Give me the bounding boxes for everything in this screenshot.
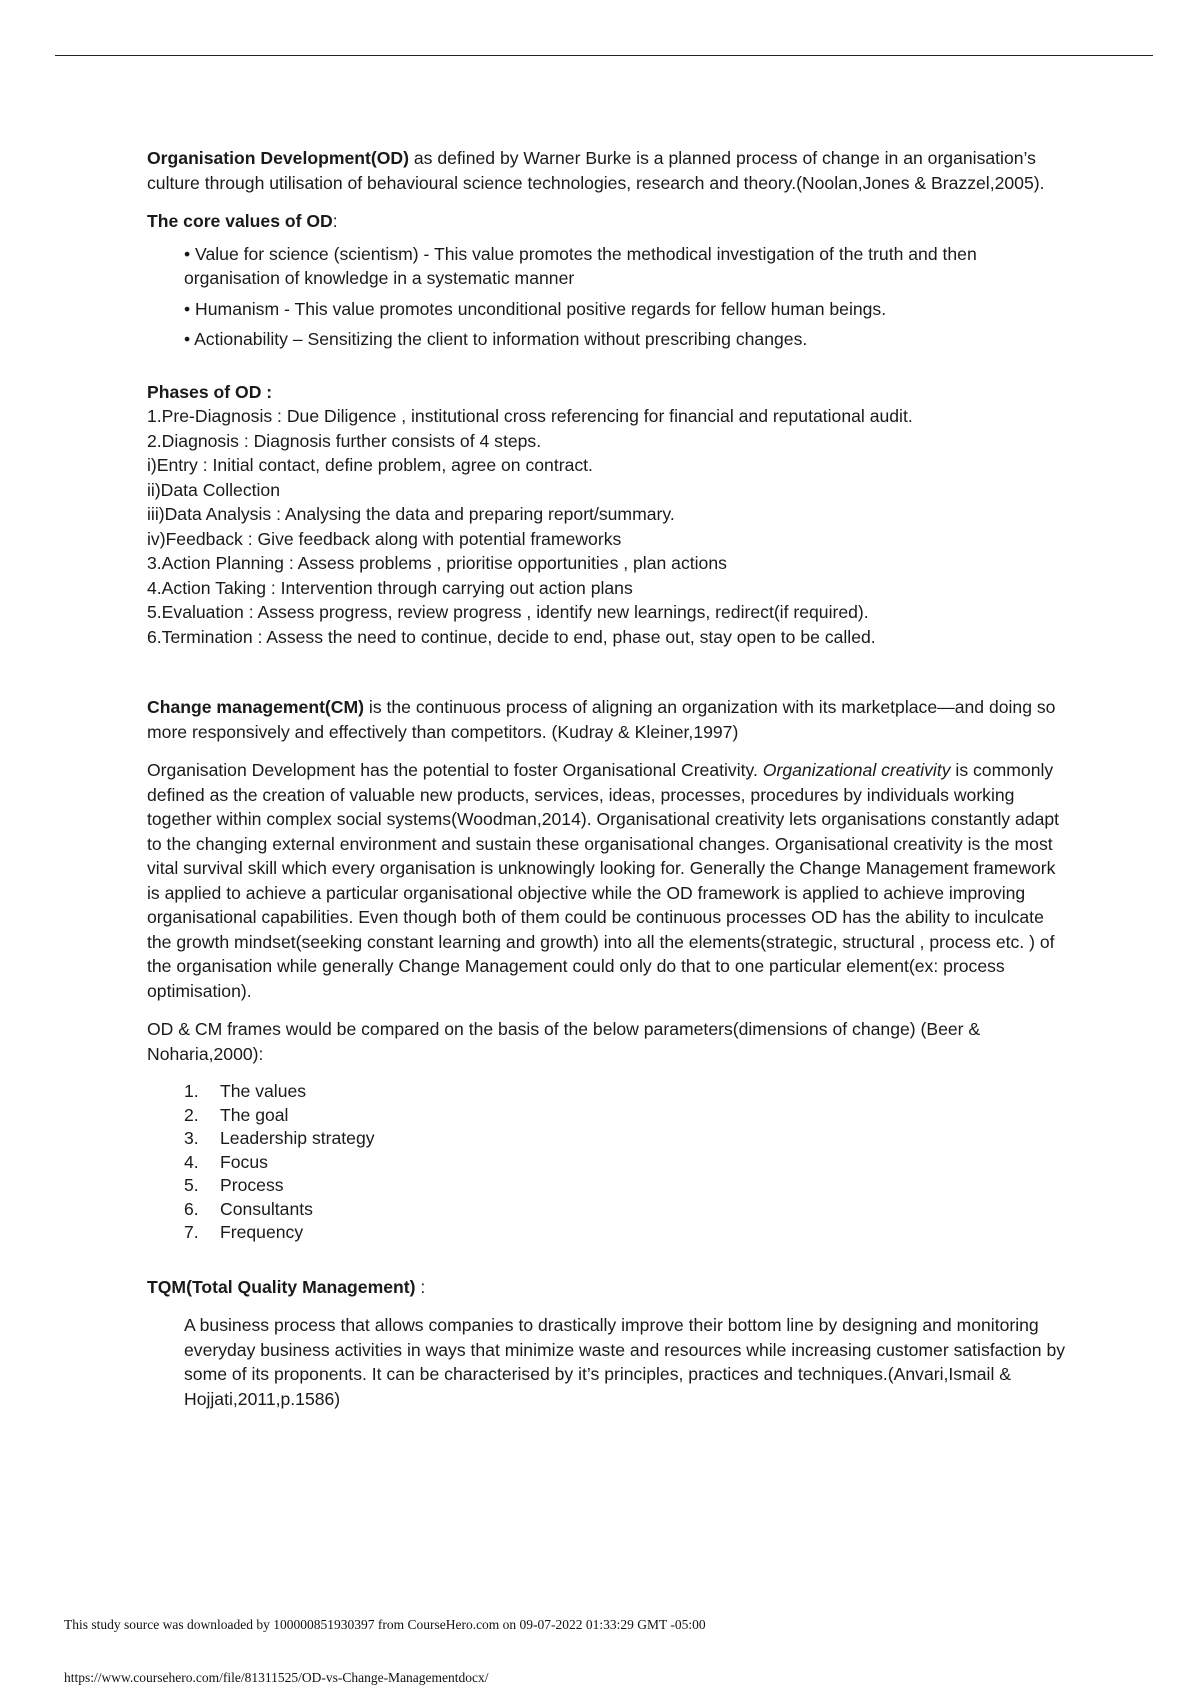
parameters-list [184,1080,1067,1245]
top-rule [55,55,1153,56]
list-number: 5. [184,1175,199,1195]
core-value-item: • Value for science (scientism) - This value promotes the methodical investigation of the truth and then organisation of knowledge in a systematic manner [184,243,977,288]
list-label: Frequency [220,1222,304,1242]
list-item [184,1104,1067,1128]
list-item [184,1174,1067,1198]
list-label: The goal [220,1104,289,1125]
cm-definition-text: is the continuous process of aligning an organization with its marketplace—and doing so more responsively and effectively than competitors. (Kudray & Kleiner,1997) [147,697,1056,742]
list-label: Process [220,1175,284,1195]
core-values-list [147,242,1067,352]
phases-list [147,404,1067,649]
core-value-item: • Humanism - This value promotes unconditional positive regards for fellow human beings. [184,298,887,319]
list-number: 2. [184,1104,199,1125]
phase-line: 3.Action Planning : Assess problems , prioritise opportunities , plan actions [147,553,727,573]
list-label: Consultants [220,1198,313,1219]
core-value-item: • Actionability – Sensitizing the client to information without prescribing changes. [184,329,808,349]
creativity-paragraph [147,758,1067,1003]
od-term: Organisation Development(OD) [147,148,409,168]
phase-line: iv)Feedback : Give feedback along with potential frameworks [147,528,622,549]
list-number: 4. [184,1151,199,1172]
phases-title: Phases of OD : [147,381,273,402]
list-number: 1. [184,1081,199,1101]
tqm-title: TQM(Total Quality Management) [147,1276,416,1297]
footer-source-note: This study source was downloaded by 100000851930397 from CourseHero.com on 09-07-2022 01:33:29 GMT -05:00 [64,1617,706,1632]
od-definition-text: as defined by Warner Burke is a planned process of change in an organisation’s culture through utilisation of behavioural science technologies, research and theory.(Noolan,Jones & Brazzel,2005). [147,148,1045,193]
tqm-definition: A business process that allows companies to drastically improve their bottom line by designing and monitoring everyday business activities in ways that minimize waste and resources while increasing customer satisfaction by some of its proponents. It can be characterised by it’s principles, practices and techniques.(Anvari,Ismail & Hojjati,2011,p.1586) [184,1315,1066,1409]
phase-line: 4.Action Taking : Intervention through carrying out action plans [147,577,633,598]
phase-line: iii)Data Analysis : Analysing the data and preparing report/summary. [147,504,675,524]
tqm-heading [147,1275,1067,1300]
cm-term: Change management(CM) [147,697,365,717]
tqm-colon: : [415,1276,426,1297]
od-definition [147,146,1067,195]
phase-line: ii)Data Collection [147,479,280,500]
core-values-colon: : [332,211,338,231]
core-values-title: The core values of OD [147,211,333,231]
footer-url-link[interactable]: https://www.coursehero.com/file/81311525/OD-vs-Change-Managementdocx/ [64,1670,489,1685]
list-item [184,1221,1067,1245]
core-values-heading [147,209,1067,234]
creativity-text-1: Organisation Development has the potential to foster Organisational Creativity. [147,760,763,780]
phase-line: 5.Evaluation : Assess progress, review progress , identify new learnings, redirect(if required). [147,602,869,622]
cm-definition [147,695,1067,744]
creativity-text-2: is commonly defined as the creation of valuable new products, services, ideas, processes, procedures by individuals working together within complex social systems(Woodman,2014). Organisational creativity lets organisations constantly adapt to the changing external environment and sustain these organisational changes. Organisational creativity is the most vital survival skill which every organisation is unknowingly looking for. Generally the Change Management framework is applied to achieve a particular organisational objective while the OD framework is applied to achieve improving organisational capabilities. Even though both of them could be continuous processes OD has the ability to inculcate the growth mindset(seeking constant learning and growth) into all the elements(strategic, structural , process etc. ) of the organisation while generally Change Management could only do that to one particular element(ex: process optimisation). [147,760,1060,1001]
phase-line: i)Entry : Initial contact, define problem, agree on contract. [147,455,593,475]
list-label: Leadership strategy [220,1128,375,1148]
list-number: 3. [184,1128,199,1148]
list-number: 7. [184,1222,199,1242]
list-item [184,1198,1067,1222]
phase-line: 2.Diagnosis : Diagnosis further consists of 4 steps. [147,430,542,451]
compare-intro: OD & CM frames would be compared on the basis of the below parameters(dimensions of change) (Beer & Noharia,2000): [147,1019,981,1064]
list-label: Focus [220,1151,268,1172]
list-label: The values [220,1081,307,1101]
phase-line: 1.Pre-Diagnosis : Due Diligence , institutional cross referencing for financial and reputational audit. [147,406,913,426]
list-number: 6. [184,1198,199,1219]
list-item [184,1151,1067,1175]
list-item [184,1080,1067,1104]
list-item [184,1127,1067,1151]
creativity-term: Organizational creativity [762,760,951,780]
document-body [147,146,1067,1411]
phase-line: 6.Termination : Assess the need to continue, decide to end, phase out, stay open to be called. [147,626,876,647]
phases-heading [147,380,1067,405]
